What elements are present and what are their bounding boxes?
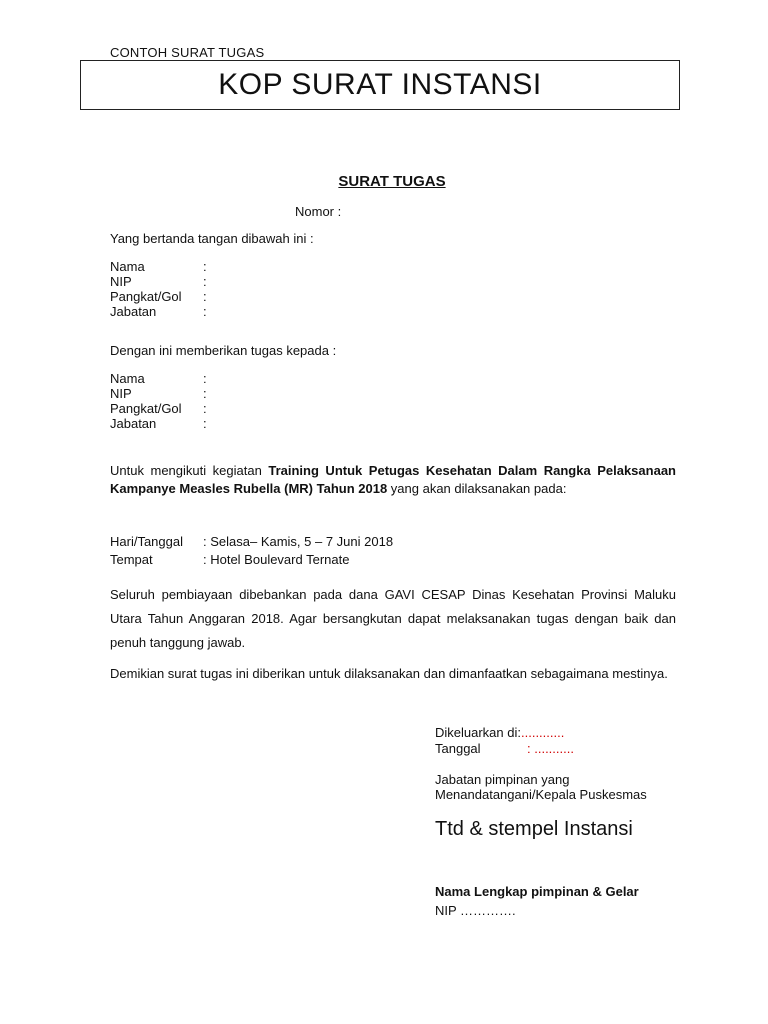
field-label: Jabatan — [110, 416, 157, 431]
field-separator: : — [203, 289, 207, 304]
date-label: Tanggal — [435, 741, 481, 756]
field-label: Pangkat/Gol — [110, 289, 182, 304]
field-row — [110, 289, 207, 304]
field-separator: : — [203, 274, 207, 289]
activity-suffix: yang akan dilaksanakan pada: — [387, 481, 567, 496]
field-separator: : — [203, 416, 207, 431]
date-line — [435, 741, 574, 756]
field-row — [110, 259, 207, 274]
schedule-label: Hari/Tanggal — [110, 534, 183, 549]
activity-name: Training Untuk Petugas Kesehatan Dalam Rangka Pelaksanaan Kampanye Measles Rubella (MR) Tahun 2018 — [110, 463, 676, 496]
document-title: SURAT TUGAS — [338, 173, 446, 190]
field-label: Jabatan — [110, 304, 157, 319]
date-separator: : — [527, 741, 535, 756]
field-row — [110, 274, 207, 289]
schedule — [110, 533, 393, 569]
field-separator: : — [203, 401, 207, 416]
signer-name: Nama Lengkap pimpinan & Gelar — [435, 884, 639, 899]
field-row — [110, 371, 207, 386]
issued-separator: : — [517, 725, 521, 740]
field-separator: : — [203, 304, 207, 319]
signer-nip: NIP …………. — [435, 903, 516, 918]
field-label: Pangkat/Gol — [110, 401, 182, 416]
field-label: NIP — [110, 274, 132, 289]
signature-stamp-placeholder: Ttd & stempel Instansi — [435, 818, 633, 840]
schedule-value: : Selasa– Kamis, 5 – 7 Juni 2018 — [203, 534, 394, 549]
field-separator: : — [203, 259, 207, 274]
signer-intro: Yang bertanda tangan dibawah ini : — [110, 231, 314, 246]
letterhead-box — [80, 60, 680, 110]
example-label: CONTOH SURAT TUGAS — [110, 45, 265, 60]
field-row — [110, 416, 207, 431]
issued-line — [435, 725, 564, 740]
signer-fields — [110, 259, 207, 319]
issued-placeholder: ............ — [521, 725, 565, 740]
field-label: Nama — [110, 371, 145, 386]
funding-paragraph: Seluruh pembiayaan dibebankan pada dana GAVI CESAP Dinas Kesehatan Provinsi Maluku Utara Tahun Anggaran 2018. Agar bersangkutan dapat melaksanakan tugas dengan baik dan penuh tanggung jawab. — [110, 587, 676, 650]
field-separator: : — [203, 386, 207, 401]
field-row — [110, 386, 207, 401]
signer-position — [435, 772, 647, 802]
date-placeholder: ........... — [534, 741, 574, 756]
field-row — [110, 401, 207, 416]
field-row — [110, 304, 207, 319]
schedule-row — [110, 533, 393, 551]
activity-paragraph — [110, 462, 676, 498]
schedule-value: : Hotel Boulevard Ternate — [203, 552, 350, 567]
field-label: NIP — [110, 386, 132, 401]
assign-intro: Dengan ini memberikan tugas kepada : — [110, 343, 337, 358]
closing-paragraph: Demikian surat tugas ini diberikan untuk dilaksanakan dan dimanfaatkan sebagaimana mestinya. — [110, 666, 668, 681]
letterhead-title: KOP SURAT INSTANSI — [218, 68, 542, 101]
field-separator: : — [203, 371, 207, 386]
letter-number: Nomor : — [295, 204, 342, 219]
activity-prefix: Untuk mengikuti kegiatan — [110, 463, 269, 478]
issued-label: Dikeluarkan di — [435, 725, 518, 740]
field-label: Nama — [110, 259, 145, 274]
position-line: Jabatan pimpinan yang — [435, 772, 570, 787]
assignee-fields — [110, 371, 207, 431]
schedule-row — [110, 551, 393, 569]
schedule-label: Tempat — [110, 552, 153, 567]
position-line: Menandatangani/Kepala Puskesmas — [435, 787, 647, 802]
